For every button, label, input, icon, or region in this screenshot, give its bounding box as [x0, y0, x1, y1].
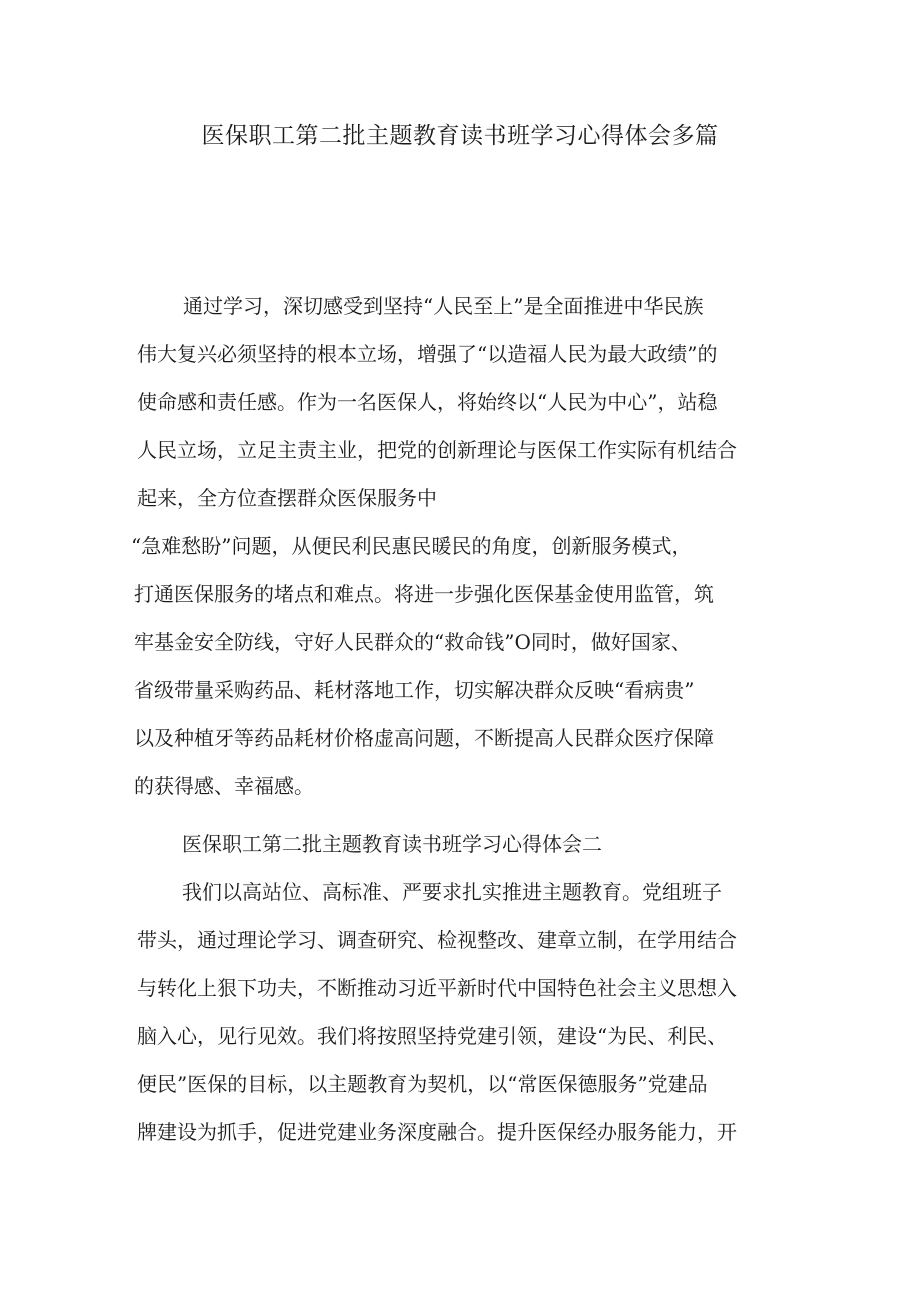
paragraph-line: 的获得感、幸福感。 [134, 774, 314, 798]
paragraph-line: 伟大复兴必须坚持的根本立场，增强了“以造福人民为最大政绩”的 [137, 342, 718, 366]
paragraph-line: 省级带量采购药品、耗材落地工作，切实解决群众反映“看病贵” [134, 678, 695, 702]
paragraph-line: “急难愁盼”问题，从便民利民惠民暖民的角度，创新服务模式， [131, 534, 692, 558]
paragraph-line: 脑入心，见行见效。我们将按照坚持党建引领，建设“为民、利民、 [137, 1024, 728, 1048]
paragraph-line: 以及种植牙等药品耗材价格虚高问题，不断提高人民群众医疗保障 [134, 726, 714, 750]
paragraph-line: 使命感和责任感。作为一名医保人，将始终以“人民为中心”，站稳 [137, 390, 718, 414]
paragraph-line: 通过学习，深切感受到坚持“人民至上”是全面推进中华民族 [183, 294, 704, 318]
paragraph-line: 牢基金安全防线，守好人民群众的“救命钱”O同时，做好国家、 [134, 630, 691, 654]
paragraph-line: 人民立场，立足主责主业，把党的创新理论与医保工作实际有机结合 [137, 438, 737, 462]
paragraph-line: 我们以高站位、高标准、严要求扎实推进主题教育。党组班子 [182, 880, 722, 904]
paragraph-line: 带头，通过理论学习、调查研究、检视整改、建章立制，在学用结合 [137, 928, 737, 952]
document-title: 医保职工第二批主题教育读书班学习心得体会多篇 [201, 123, 719, 149]
paragraph-line: 与转化上狠下功夫，不断推动习近平新时代中国特色社会主义思想入 [137, 976, 737, 1000]
paragraph-line: 打通医保服务的堵点和难点。将进一步强化医保基金使用监管，筑 [134, 582, 714, 606]
section-heading: 医保职工第二批主题教育读书班学习心得体会二 [182, 832, 602, 856]
paragraph-line: 起来，全方位查摆群众医保服务中 [137, 486, 437, 510]
paragraph-line: 牌建设为抓手，促进党建业务深度融合。提升医保经办服务能力，开 [137, 1120, 737, 1144]
paragraph-line: 便民”医保的目标，以主题教育为契机，以“常医保德服务”党建品 [137, 1072, 708, 1096]
